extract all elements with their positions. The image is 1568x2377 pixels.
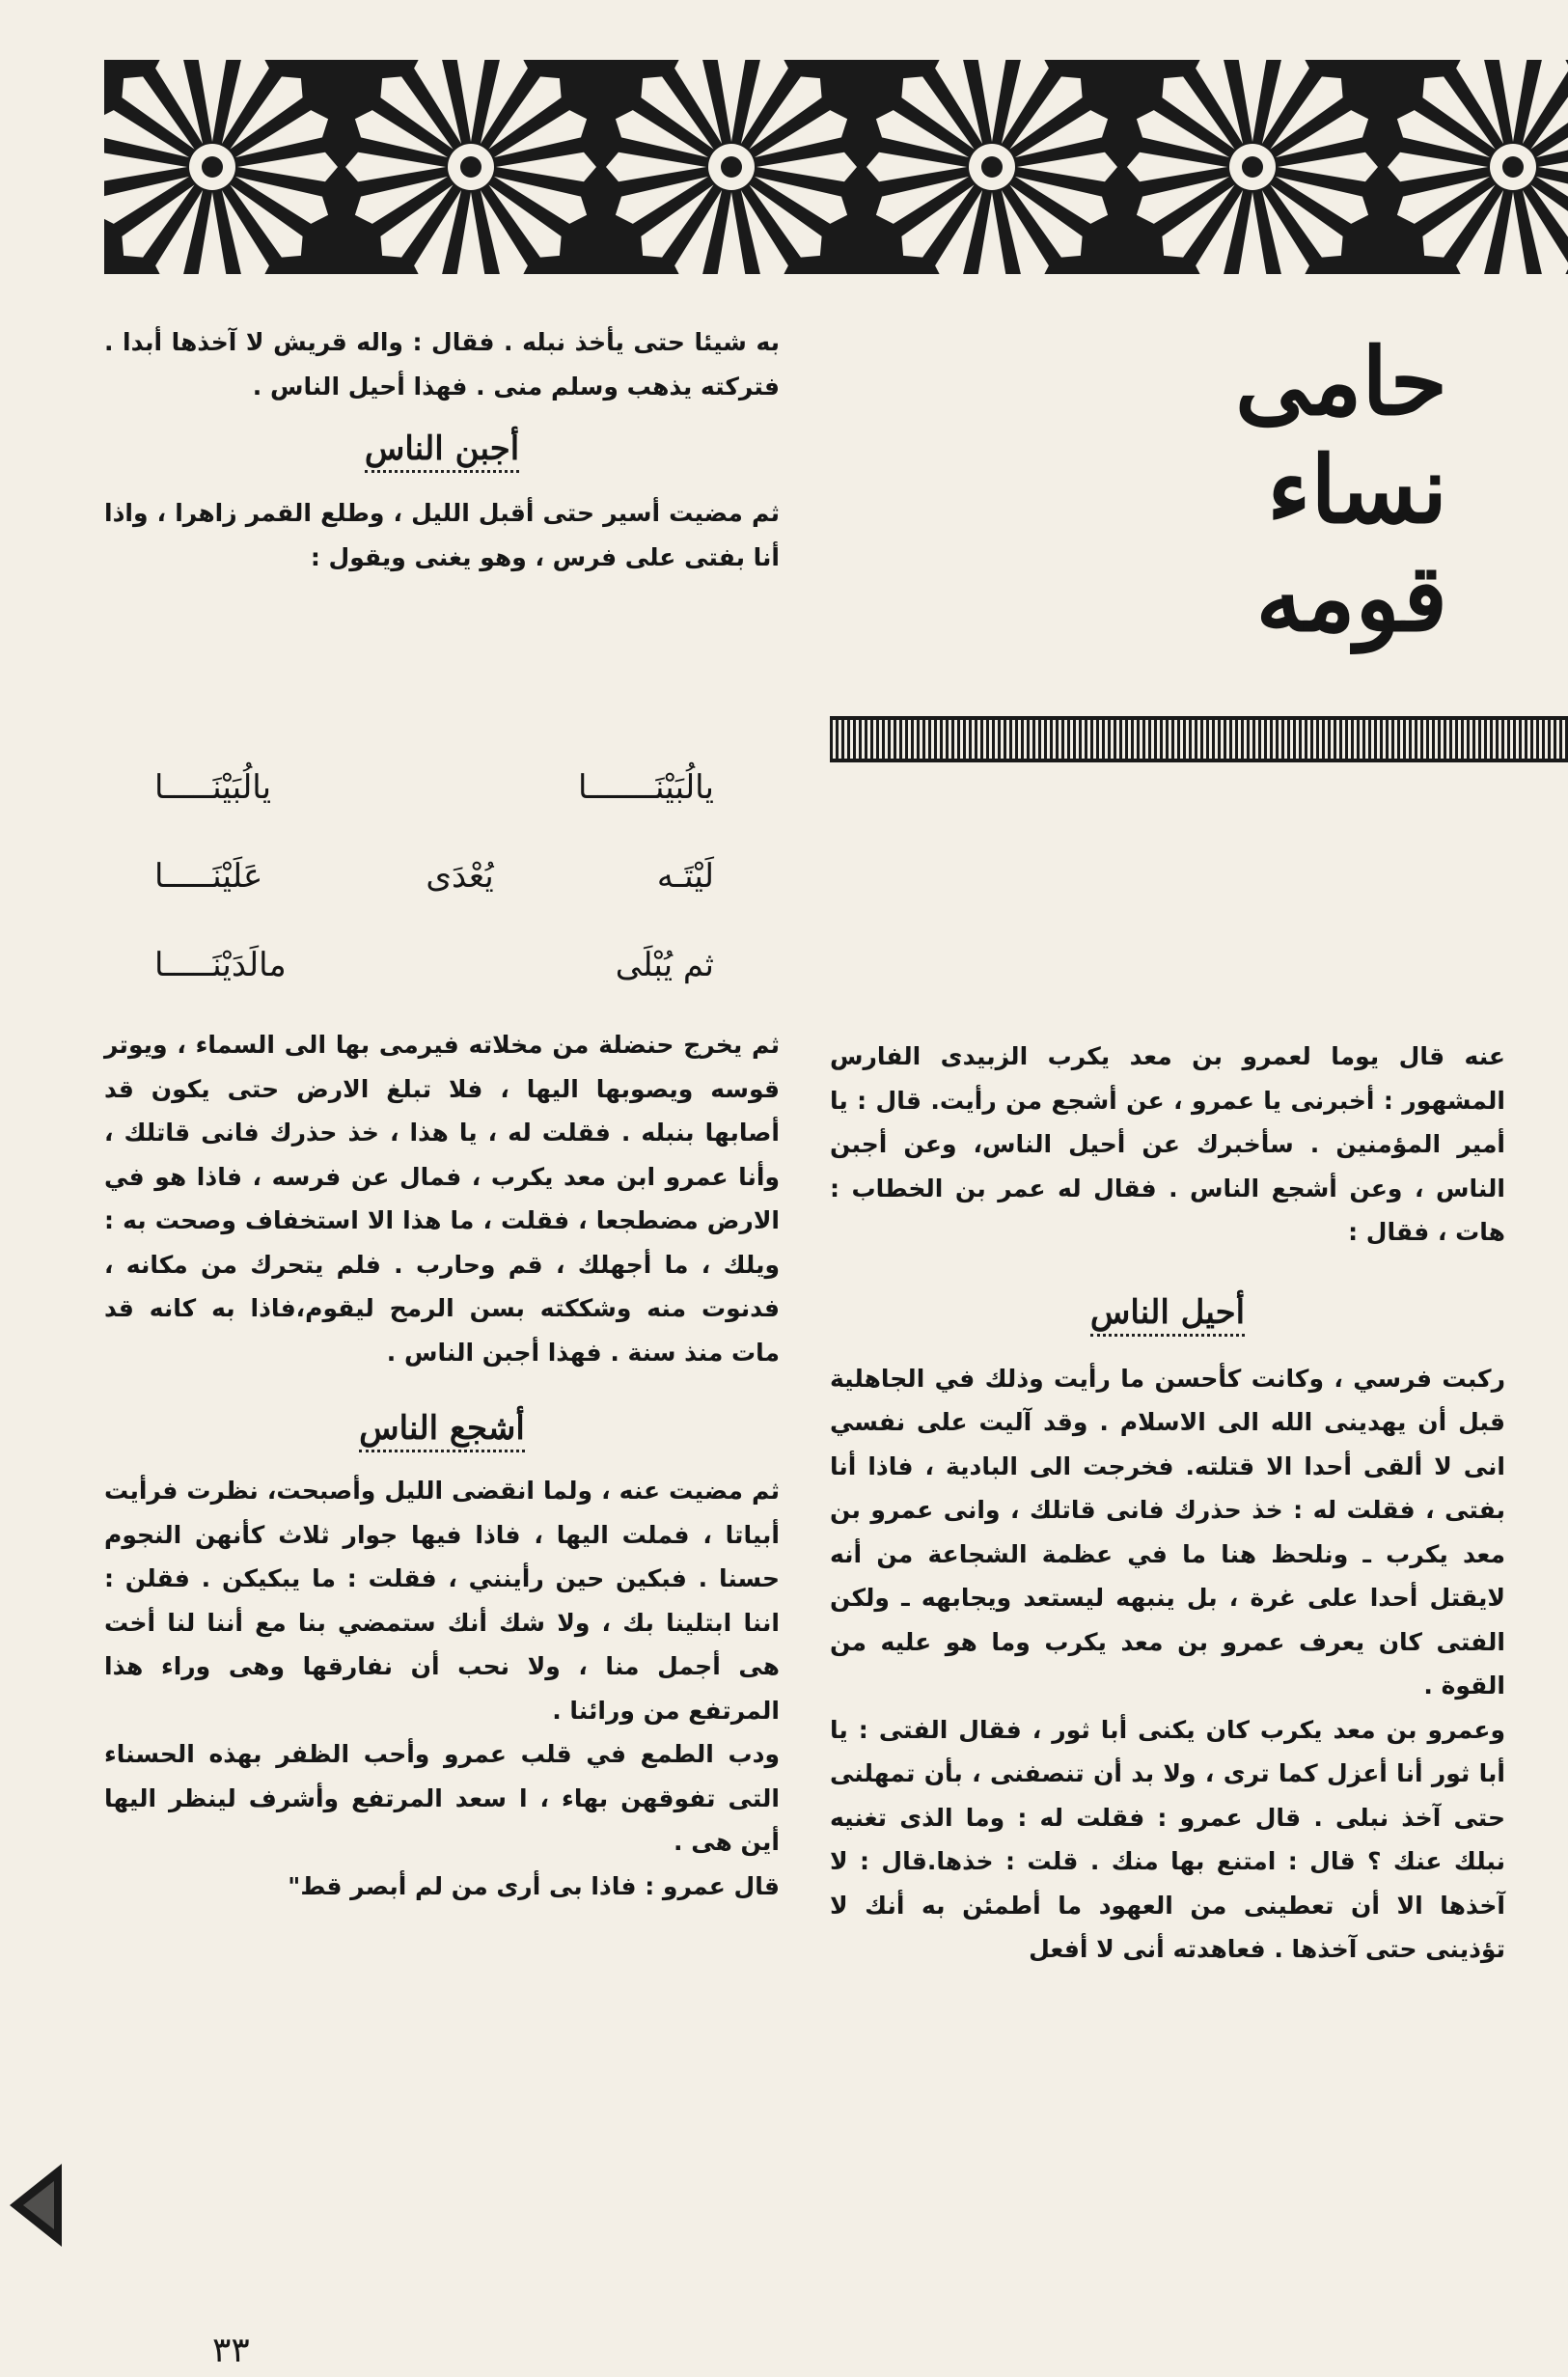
rosette: [104, 60, 338, 274]
paragraph: ثم مضيت أسير حتى أقبل الليل ، وطلع القمر زاهرا ، واذا أنا بفتى على فرس ، وهو يغنى ويقول :: [104, 499, 780, 571]
rosette-petal: [1278, 152, 1378, 182]
poem-hemistich: مالَدَيْنَـــــا: [154, 946, 287, 984]
rosette-petal: [606, 152, 706, 182]
rosette-petal: [1499, 192, 1528, 274]
poem-word: لَيْتَـه: [656, 857, 714, 896]
rosette-petal: [1388, 152, 1488, 182]
rosette-petal: [717, 192, 747, 274]
section-heading-text: أجبن الناس: [365, 429, 519, 473]
left-column-top: [104, 320, 780, 579]
rosette-petal: [717, 60, 747, 142]
rosette-center: [202, 156, 223, 178]
paragraph: به شيئا حتى يأخذ نبله . فقال : واله قريش لا آخذها أبدا . فتركته يذهب وسلم منى . فهذا أحيل الناس .: [104, 328, 780, 401]
rosette-petal: [1499, 60, 1528, 142]
poem-hemistich: يالُبَيْنَـــــــا: [577, 768, 714, 807]
poem-hemistich: يالُبَيْنَـــــا: [154, 768, 272, 807]
title-divider: [830, 716, 1568, 762]
left-column-bottom: [104, 1023, 780, 1908]
rosette-petal: [456, 192, 486, 274]
title-line-1: حامى: [1234, 327, 1447, 436]
rosette: [867, 60, 1117, 274]
paragraph: ثم مضيت عنه ، ولما انقضى الليل وأصبحت، نظرت فرأيت أبياتا ، فملت اليها ، فاذا فيها جوار ثلاث كأنهن النجوم حسنا . فبكين حين رأينني ، فقلت : ما يبكيكن . فقلن : اننا ابتلينا بك ، ولا شك أنك ستمضي بنا مع أننا لنا أخت هى أجمل منا ، ولا نحب أن نفارقها وهى وراء هذا المرتفع من ورائنا .: [104, 1477, 780, 1725]
title-line-3: قومه: [1255, 543, 1447, 652]
rosette: [1388, 60, 1568, 274]
paragraph: قال عمرو : فاذا بى أرى من لم أبصر قط": [288, 1871, 780, 1900]
rosette-center: [721, 156, 742, 178]
section-heading: [104, 1399, 780, 1457]
poem-verse: [154, 832, 714, 921]
article-title: [830, 328, 1447, 676]
paragraph: ودب الطمع في قلب عمرو وأحب الظفر بهذه الحسناء التى تفوقهن بهاء ، ا سعد المرتفع وأشرف لينظر اليها أين هى .: [104, 1740, 780, 1856]
paragraph: ثم يخرج حنضلة من مخلاته فيرمى بها الى السماء ، ويوتر قوسه ويصوبها اليها ، فلا تبلغ الارض حتى يكون قد أصابها بنبله . فقلت له ، يا هذا ، خذ حذرك فانى قاتلك ، وأنا عمرو ابن معد يكرب ، فمال عن فرسه ، فاذا هو في الارض مضطجعا ، فقلت ، ما هذا الا استخفاف وصحت به : ويلك ، ما أجهلك ، قم وحارب . فلم يتحرك من مكانه ، فدنوت منه وشككته بسن الرمح ليقوم،فاذا به كانه قد مات منذ سنة . فهذا أجبن الناس .: [104, 1031, 780, 1367]
rosette-center: [460, 156, 481, 178]
poem-verse: [154, 921, 714, 1009]
section-heading: [830, 1284, 1505, 1341]
star-pattern-ornament: [104, 60, 1568, 274]
rosette-petal: [1238, 192, 1268, 274]
rosette-petal: [1017, 152, 1117, 182]
rosette-center: [1242, 156, 1263, 178]
rosette-petal: [496, 152, 596, 182]
poem-word: عَلَيْنَـــــا: [154, 857, 263, 896]
rosette-petal: [456, 60, 486, 142]
paragraph: ركبت فرسي ، وكانت كأحسن ما رأيت وذلك في الجاهلية قبل أن يهدينى الله الى الاسلام . وقد آليت على نفسي انى لا ألقى أحدا الا قتلته. فخرجت الى البادية ، فاذا أنا بفتى ، فقلت له : خذ حذرك فانى قاتلك ، وانى عمرو بن معد يكرب ـ ونلحظ هنا ما في عظمة الشجاعة من أنه لايقتل أحدا على غرة ، بل ينبهه ليستعد ويجابهه ـ ولكن الفتى كان يعرف عمرو بن معد يكرب وما هو عليه من القوة .: [830, 1364, 1505, 1700]
rosette-petal: [104, 152, 187, 182]
paragraph: وعمرو بن معد يكرب كان يكنى أبا ثور ، فقال الفتى : يا أبا ثور أنا أعزل كما ترى ، ولا بد أن تنصفنى ، بأن تمهلنى حتى آخذ نبلى . قال عمرو : فقلت له : وما الذى تغنيه نبلك عنك ؟ قال : امتنع بها منك . قلت : خذها.قال : لا آخذها الا أن تعطينى من العهود ما أطمئن به أنك لا تؤذينى حتى آخذها . فعاهدته أنى لا أفعل: [830, 1715, 1505, 1963]
poem-word: يُعْدَى: [426, 857, 494, 896]
triangle-arrow-left-icon: [6, 2162, 64, 2249]
page-number: ٣٣: [212, 2331, 250, 2370]
rosette: [606, 60, 857, 274]
rosette-petal: [756, 152, 857, 182]
rosette-petal: [1538, 152, 1568, 182]
section-heading: [104, 420, 780, 478]
title-line-2: نساء: [1267, 435, 1447, 544]
rosette-petal: [1127, 152, 1227, 182]
poem-hemistich: ثم يُبْلَى: [615, 946, 714, 984]
paragraph: عنه قال يوما لعمرو بن معد يكرب الزبيدى الفارس المشهور : أخبرنى يا عمرو ، عن أشجع من رأيت. قال : يا أمير المؤمنين . سأخبرك عن أحيل الناس، وعن أجبن الناس ، وعن أشجع الناس . فقال له عمر بن الخطاب : هات ، فقال :: [830, 1042, 1505, 1246]
rosette-center: [981, 156, 1003, 178]
rosette-center: [1502, 156, 1524, 178]
rosette: [1127, 60, 1378, 274]
rosette-petal: [1238, 60, 1268, 142]
rosette-petal: [977, 60, 1007, 142]
rosette-petal: [867, 152, 967, 182]
rosette-petal: [977, 192, 1007, 274]
rosette-petal: [198, 192, 228, 274]
poem: [154, 743, 714, 1009]
right-column: [830, 1035, 1505, 1972]
section-heading-text: أشجع الناس: [359, 1409, 525, 1452]
section-heading-text: أحيل الناس: [1090, 1293, 1245, 1337]
rosette: [345, 60, 596, 274]
poem-verse: [154, 743, 714, 832]
rosette-petal: [198, 60, 228, 142]
ornamental-banner: [104, 60, 1568, 274]
rosette-petal: [237, 152, 338, 182]
rosette-petal: [345, 152, 446, 182]
